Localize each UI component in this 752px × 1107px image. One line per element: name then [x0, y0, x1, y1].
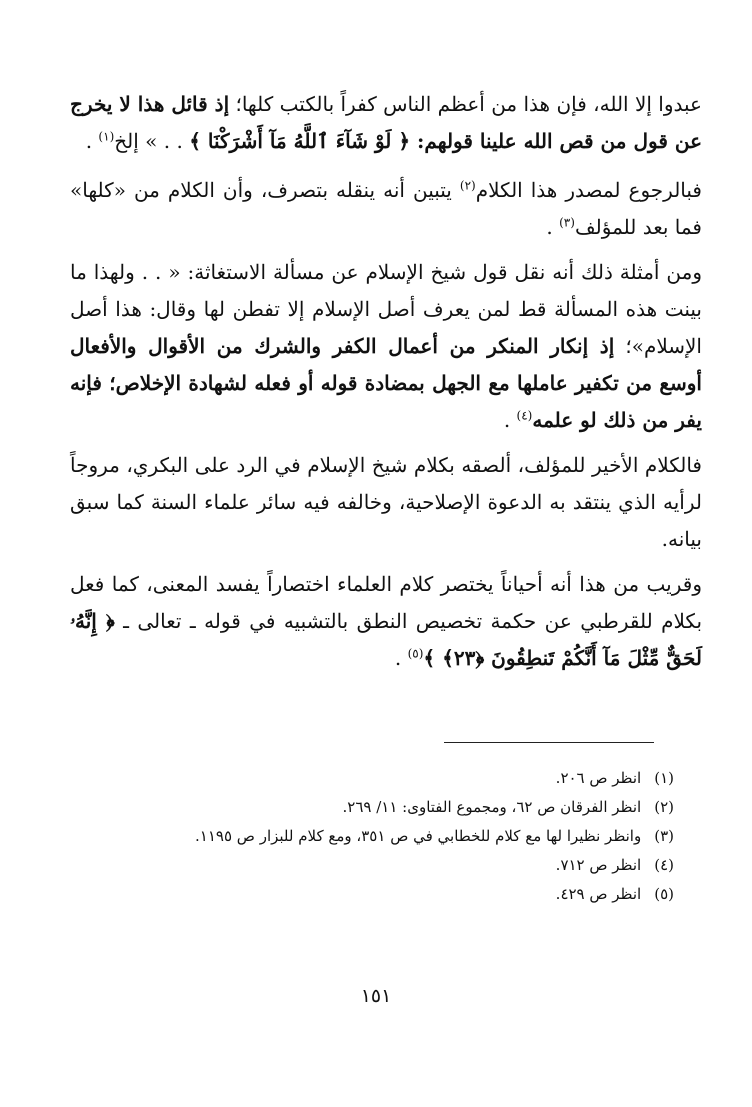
text: .: [394, 646, 408, 670]
text: فبالرجوع لمصدر هذا الكلام: [475, 178, 702, 202]
bold-text: إذ إنكار المنكر من أعمال الكفر والشرك من الأقوال والأفعال أوسع من تكفير عاملها مع الجهل بمضادة قوله أو فعله لشهادة الإخلاص؛ فإنه يفر من ذلك لو علمه: [70, 334, 702, 432]
footnote-ref[interactable]: (٢): [459, 178, 476, 193]
text: .: [85, 129, 99, 153]
quran-quote: ﴿ إِنَّهُۥ لَحَقٌّ مِّثْلَ مَآ أَنَّكُمْ تَنطِقُونَ ﴿٢٣﴾ ﴾: [70, 609, 702, 670]
text: يتبين أنه ينقله بتصرف، وأن الكلام من «كلها» فما بعد للمؤلف: [70, 178, 702, 239]
text: .: [503, 408, 517, 432]
footnote-ref[interactable]: (١): [98, 129, 115, 144]
footnote-5: [74, 880, 674, 909]
footnote-3: [74, 822, 674, 851]
footnote-ref[interactable]: (٤): [516, 408, 533, 423]
paragraph-5: [70, 566, 702, 677]
bold-text: إذ قائل هذا لا يخرج عن قول من قص الله علينا قولهم:: [70, 92, 702, 153]
text: .: [546, 215, 560, 239]
footnote-number: (١): [654, 769, 674, 787]
text: ومن أمثلة ذلك أنه نقل قول شيخ الإسلام عن مسألة الاستغاثة: « . . ولهذا ما بينت هذه المسألة قط لمن يعرف أصل الإسلام إلا تفطن لها وقال: هذا أصل الإسلام»؛: [70, 260, 703, 358]
footnote-ref[interactable]: (٥): [407, 646, 424, 661]
text: وقريب من هذا أنه أحياناً يختصر كلام العلماء اختصاراً يفسد المعنى، كما فعل بكلام للقرطبي عن حكمة تخصيص النطق بالتشبيه في قوله ـ تعالى ـ: [70, 572, 703, 633]
footnote-number: (٢): [654, 798, 674, 816]
page-number: ١٥١: [360, 985, 392, 1007]
footnote-separator: [444, 742, 654, 743]
footnote-text: انظر ص ٤٢٩.: [555, 885, 642, 903]
paragraph-4: [70, 447, 702, 558]
footnote-ref[interactable]: (٣): [559, 215, 575, 230]
text: . . » إلخ: [114, 129, 190, 153]
footnote-text: وانظر نظيرا لها مع كلام للخطابي في ص ٣٥١، ومع كلام للبزار ص ١١٩٥.: [195, 827, 642, 845]
paragraph-3: [70, 254, 702, 439]
text: فالكلام الأخير للمؤلف، ألصقه بكلام شيخ الإسلام في الرد على البكري، مروجاً لرأيه الذي ينتقد به الدعوة الإصلاحية، وخالفه فيه سائر علماء السنة كما سبق بيانه.: [70, 453, 702, 551]
footnote-4: [74, 851, 674, 880]
footnote-number: (٤): [654, 856, 674, 874]
footnote-text: انظر ص ٢٠٦.: [555, 769, 642, 787]
footnote-text: انظر ص ٧١٢.: [555, 856, 642, 874]
paragraph-2: [70, 172, 702, 246]
quran-quote: ﴿ لَوْ شَآءَ ٱللَّهُ مَآ أَشْرَكْنَا ﴾: [189, 129, 411, 153]
text: عبدوا إلا الله، فإن هذا من أعظم الناس كفراً بالكتب كلها؛: [229, 92, 702, 116]
page-body: [70, 86, 702, 685]
paragraph-1: [70, 86, 702, 160]
footnote-2: [74, 793, 674, 822]
footnote-number: (٥): [654, 885, 674, 903]
footnote-1: [74, 764, 674, 793]
footnotes: [74, 764, 674, 909]
footnote-text: انظر الفرقان ص ٦٢، ومجموع الفتاوى: ١١/ ٢٦٩.: [342, 798, 642, 816]
footnote-number: (٣): [654, 827, 674, 845]
